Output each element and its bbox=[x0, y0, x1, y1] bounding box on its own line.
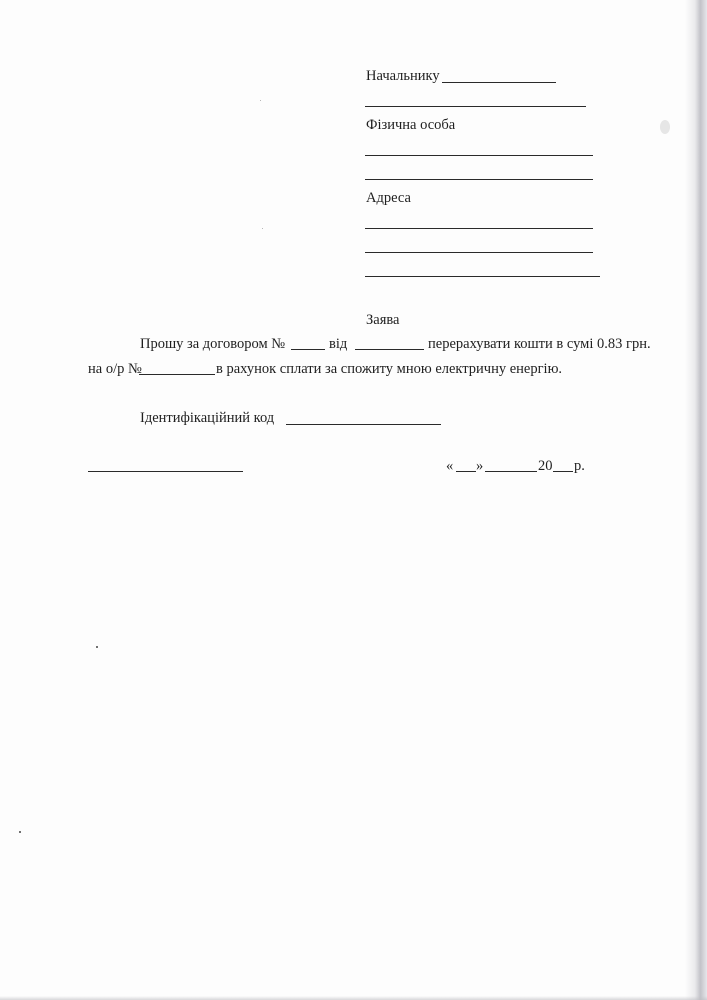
scan-speck bbox=[19, 831, 21, 833]
request-text-3: в рахунок сплати за спожиту мною електричну енергію. bbox=[216, 361, 563, 377]
scan-smudge bbox=[660, 120, 670, 134]
scan-speck bbox=[262, 228, 263, 229]
date-open-quote: « bbox=[446, 458, 454, 474]
date-year-suffix: р. bbox=[574, 458, 585, 474]
scan-speck bbox=[260, 100, 261, 101]
address-blank-2[interactable] bbox=[365, 252, 593, 253]
id-code-label: Ідентифікаційний код bbox=[140, 410, 275, 426]
request-text-from: від bbox=[329, 336, 348, 352]
individual-name-blank-2[interactable] bbox=[365, 179, 593, 180]
date-year-blank[interactable] bbox=[553, 471, 573, 472]
individual-name-blank-1[interactable] bbox=[365, 155, 593, 156]
addressee-label: Начальнику bbox=[366, 68, 440, 84]
signature-blank[interactable] bbox=[88, 471, 243, 472]
date-day-blank[interactable] bbox=[456, 471, 476, 472]
account-label: на о/р № bbox=[88, 361, 142, 377]
address-blank-1[interactable] bbox=[365, 228, 593, 229]
scan-speck bbox=[96, 646, 98, 648]
date-close-quote: » bbox=[476, 458, 484, 474]
contract-date-blank[interactable] bbox=[355, 349, 424, 350]
contract-number-blank[interactable] bbox=[291, 349, 325, 350]
scanner-edge-shadow bbox=[685, 0, 707, 1000]
date-month-blank[interactable] bbox=[485, 471, 537, 472]
account-number-blank[interactable] bbox=[139, 374, 215, 375]
individual-label: Фізична особа bbox=[366, 117, 456, 133]
id-code-blank[interactable] bbox=[286, 424, 441, 425]
address-blank-3[interactable] bbox=[365, 276, 600, 277]
request-text-2: перерахувати кошти в сумі 0.83 грн. bbox=[428, 336, 651, 352]
date-year-prefix: 20 bbox=[538, 458, 553, 474]
address-label: Адреса bbox=[366, 190, 411, 206]
document-title: Заява bbox=[366, 312, 400, 328]
addressee-org-blank[interactable] bbox=[365, 106, 586, 107]
request-text-1: Прошу за договором № bbox=[140, 336, 286, 352]
scanner-bottom-shadow bbox=[0, 996, 707, 1000]
addressee-name-blank[interactable] bbox=[442, 82, 556, 83]
